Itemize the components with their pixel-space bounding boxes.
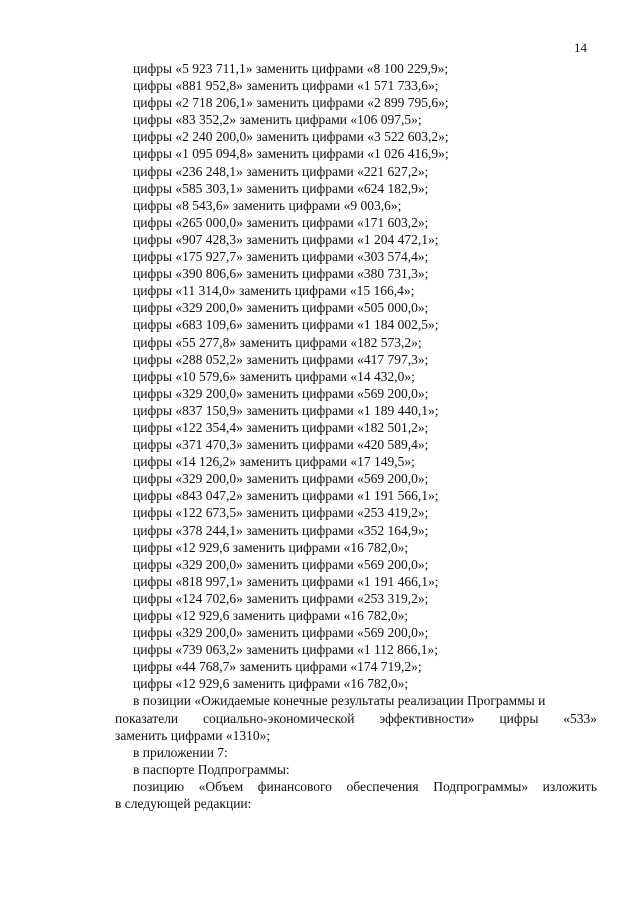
replacement-line: цифры «329 200,0» заменить цифрами «505 000,0»; [133, 300, 429, 316]
replacement-line: цифры «837 150,9» заменить цифрами «1 189 440,1»; [133, 402, 439, 418]
replacement-line: цифры «2 240 200,0» заменить цифрами «3 522 603,2»; [133, 129, 449, 145]
replacement-line: цифры «739 063,2» заменить цифрами «1 112 866,1»; [133, 642, 438, 658]
replacement-line: цифры «907 428,3» заменить цифрами «1 204 472,1»; [133, 231, 439, 247]
replacement-line: цифры «44 768,7» заменить цифрами «174 719,2»; [133, 659, 422, 675]
paragraph-line: показатели социально-экономической эффективности» цифры «533» [115, 710, 597, 726]
replacement-line: цифры «378 244,1» заменить цифрами «352 164,9»; [133, 522, 429, 538]
paragraph-expected-results [115, 692, 597, 743]
replacement-line: цифры «881 952,8» заменить цифрами «1 571 733,6»; [133, 78, 439, 94]
replacement-line: цифры «329 200,0» заменить цифрами «569 200,0»; [133, 556, 429, 572]
replacement-line: цифры «288 052,2» заменить цифрами «417 797,3»; [133, 351, 429, 367]
replacement-line: цифры «329 200,0» заменить цифрами «569 200,0»; [133, 471, 429, 487]
replacement-line: цифры «329 200,0» заменить цифрами «569 200,0»; [133, 385, 429, 401]
paragraph-line: в следующей редакции: [115, 796, 252, 812]
replacement-line: цифры «371 470,3» заменить цифрами «420 589,4»; [133, 437, 429, 453]
replacement-list [115, 60, 597, 692]
replacement-line: цифры «10 579,6» заменить цифрами «14 432,0»; [133, 368, 415, 384]
replacement-line: цифры «2 718 206,1» заменить цифрами «2 899 795,6»; [133, 95, 449, 111]
replacement-line: цифры «14 126,2» заменить цифрами «17 149,5»; [133, 454, 415, 470]
replacement-line: цифры «8 543,6» заменить цифрами «9 003,6»; [133, 197, 402, 213]
paragraph-funding [115, 778, 597, 812]
replacement-line: цифры «585 303,1» заменить цифрами «624 182,9»; [133, 180, 429, 196]
replacement-line: цифры «175 927,7» заменить цифрами «303 574,4»; [133, 249, 429, 265]
replacement-line: цифры «122 673,5» заменить цифрами «253 419,2»; [133, 505, 429, 521]
replacement-line: цифры «55 277,8» заменить цифрами «182 573,2»; [133, 334, 422, 350]
paragraph-line: позицию «Объем финансового обеспечения Подпрограммы» изложить [133, 778, 597, 794]
replacement-line: цифры «1 095 094,8» заменить цифрами «1 026 416,9»; [133, 146, 449, 162]
replacement-line: цифры «5 923 711,1» заменить цифрами «8 100 229,9»; [133, 61, 449, 76]
document-body [115, 60, 597, 812]
replacement-line: цифры «12 929,6 заменить цифрами «16 782,0»; [133, 676, 409, 692]
paragraph-line: в позиции «Ожидаемые конечные результаты реализации Программы и [133, 693, 546, 709]
replacement-line: цифры «83 352,2» заменить цифрами «106 097,5»; [133, 112, 422, 128]
replacement-line: цифры «12 929,6 заменить цифрами «16 782,0»; [133, 608, 409, 623]
replacement-line: цифры «124 702,6» заменить цифрами «253 319,2»; [133, 590, 429, 606]
paragraph-line: заменить цифрами «1310»; [115, 727, 271, 743]
replacement-line: цифры «843 047,2» заменить цифрами «1 191 566,1»; [133, 488, 439, 504]
replacement-line: цифры «390 806,6» заменить цифрами «380 731,3»; [133, 266, 429, 282]
replacement-line: цифры «818 997,1» заменить цифрами «1 191 466,1»; [133, 573, 439, 589]
replacement-line: цифры «265 000,0» заменить цифрами «171 603,2»; [133, 214, 429, 230]
replacement-line: цифры «12 929,6 заменить цифрами «16 782,0»; [133, 539, 409, 555]
appendix-line: в приложении 7: [133, 744, 228, 760]
replacement-line: цифры «122 354,4» заменить цифрами «182 501,2»; [133, 419, 429, 435]
replacement-line: цифры «236 248,1» заменить цифрами «221 627,2»; [133, 163, 429, 179]
replacement-line: цифры «683 109,6» заменить цифрами «1 184 002,5»; [133, 317, 439, 333]
page-number: 14 [574, 40, 587, 55]
replacement-line: цифры «11 314,0» заменить цифрами «15 166,4»; [133, 283, 415, 299]
replacement-line: цифры «329 200,0» заменить цифрами «569 200,0»; [133, 625, 429, 641]
passport-line: в паспорте Подпрограммы: [133, 761, 290, 777]
